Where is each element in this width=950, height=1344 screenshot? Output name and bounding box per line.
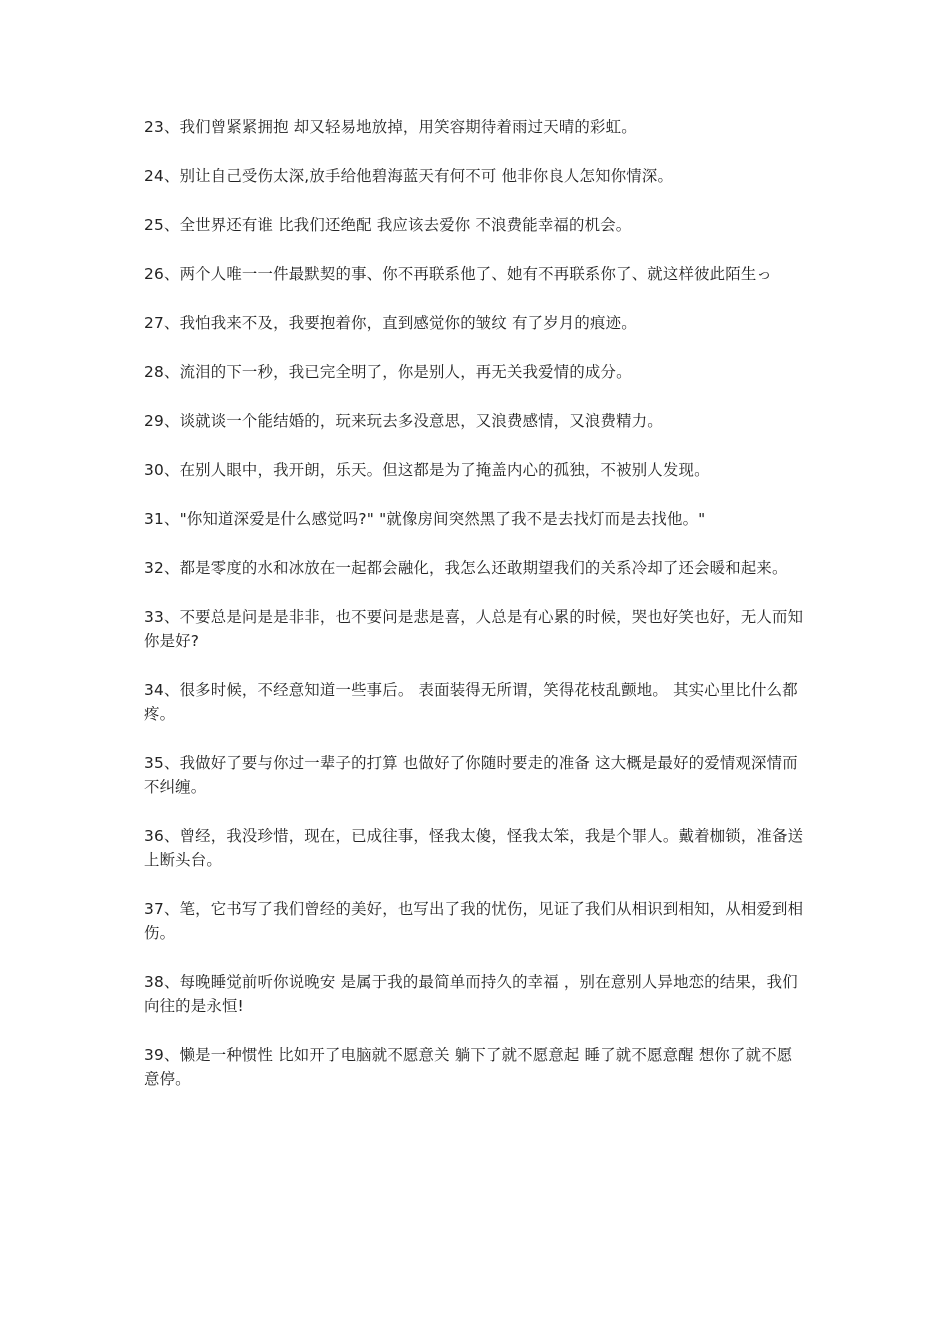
- paragraph-38: 38、每晚睡觉前听你说晚安 是属于我的最简单而持久的幸福 ，别在意别人异地恋的结果，我们向往的是永恒!: [144, 973, 798, 1015]
- paragraph-25: 25、全世界还有谁 比我们还绝配 我应该去爱你 不浪费能幸福的机会。: [144, 216, 632, 234]
- paragraph-33: 33、不要总是问是是非非，也不要问是悲是喜，人总是有心累的时候，哭也好笑也好，无人而知你是好?: [144, 608, 804, 650]
- paragraph-27: 27、我怕我来不及，我要抱着你，直到感觉你的皱纹 有了岁月的痕迹。: [144, 314, 637, 332]
- paragraph-26: 26、两个人唯一一件最默契的事、你不再联系他了、她有不再联系你了、就这样彼此陌生っ: [144, 265, 773, 283]
- paragraph-37: 37、笔，它书写了我们曾经的美好，也写出了我的忧伤，见证了我们从相识到相知，从相爱到相伤。: [144, 900, 804, 942]
- paragraph-35: 35、我做好了要与你过一辈子的打算 也做好了你随时要走的准备 这大概是最好的爱情观深情而不纠缠。: [144, 754, 798, 796]
- paragraph-34: 34、很多时候，不经意知道一些事后。 表面装得无所谓，笑得花枝乱颤地。 其实心里比什么都疼。: [144, 681, 798, 723]
- paragraph-23: 23、我们曾紧紧拥抱 却又轻易地放掉，用笑容期待着雨过天晴的彩虹。: [144, 118, 637, 136]
- paragraph-32: 32、都是零度的水和冰放在一起都会融化，我怎么还敢期望我们的关系冷却了还会暖和起来。: [144, 559, 788, 577]
- paragraph-36: 36、曾经，我没珍惜，现在，已成往事，怪我太傻，怪我太笨，我是个罪人。戴着枷锁，准备送上断头台。: [144, 827, 804, 869]
- document-body: [144, 115, 806, 1116]
- paragraph-29: 29、谈就谈一个能结婚的，玩来玩去多没意思，又浪费感情，又浪费精力。: [144, 412, 663, 430]
- paragraph-30: 30、在别人眼中，我开朗，乐天。但这都是为了掩盖内心的孤独，不被别人发现。: [144, 461, 710, 479]
- paragraph-24: 24、别让自己受伤太深,放手给他碧海蓝天有何不可 他非你良人怎知你情深。: [144, 167, 674, 185]
- paragraph-39: 39、懒是一种惯性 比如开了电脑就不愿意关 躺下了就不愿意起 睡了就不愿意醒 想你了就不愿意停。: [144, 1046, 793, 1088]
- paragraph-28: 28、流泪的下一秒，我已完全明了，你是别人，再无关我爱情的成分。: [144, 363, 632, 381]
- paragraph-31: 31、"你知道深爱是什么感觉吗?" "就像房间突然黑了我不是去找灯而是去找他。": [144, 510, 706, 528]
